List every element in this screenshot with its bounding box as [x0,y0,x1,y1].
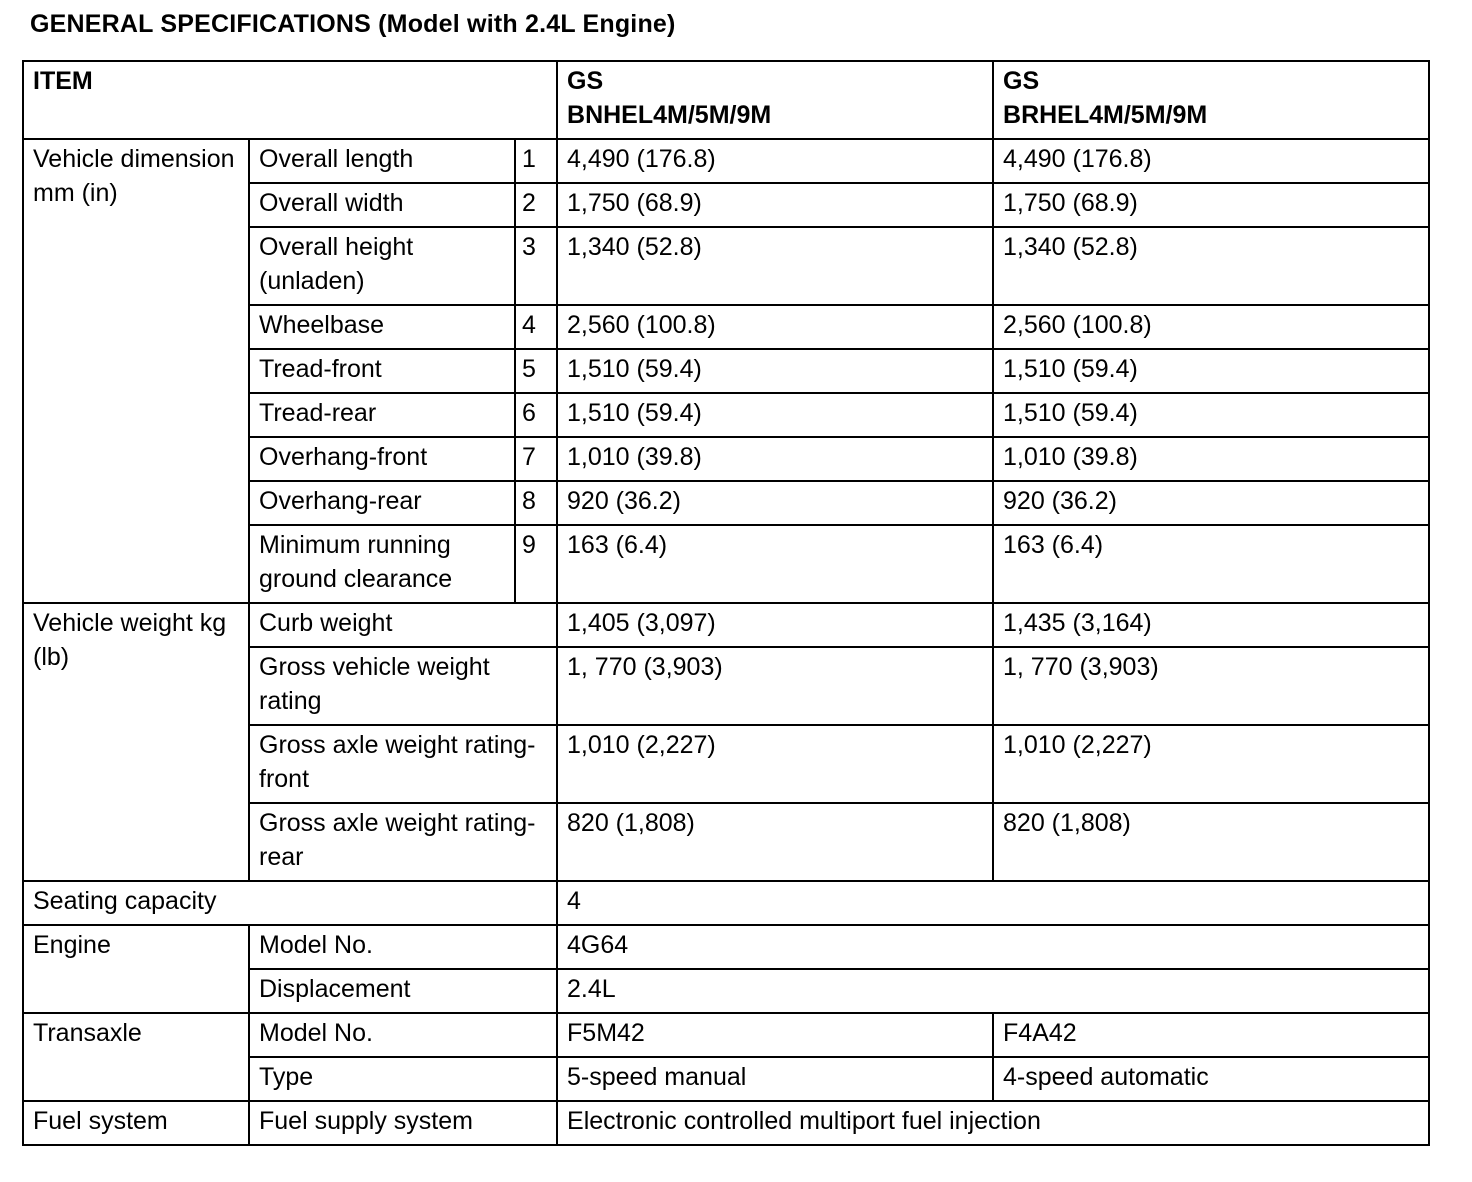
row-value-1: 1,010 (39.8) [557,437,993,481]
row-number: 7 [515,437,557,481]
row-value-1: 1,510 (59.4) [557,349,993,393]
row-value-1: 4,490 (176.8) [557,139,993,183]
row-value-2: 1, 770 (3,903) [993,647,1429,725]
header-model-1: GS BNHEL4M/5M/9M [557,61,993,139]
table-row [23,603,1429,647]
row-value-2: 163 (6.4) [993,525,1429,603]
table-row [23,881,1429,925]
group-vehicle-dimension: Vehicle dimension mm (in) [23,139,249,603]
row-value-1: F5M42 [557,1013,993,1057]
row-value-1: 1,340 (52.8) [557,227,993,305]
header-item: ITEM [23,61,557,139]
row-value-2: 1,510 (59.4) [993,393,1429,437]
row-number: 1 [515,139,557,183]
fuel-system-value: Electronic controlled multiport fuel injection [557,1101,1429,1145]
row-value-2: 2,560 (100.8) [993,305,1429,349]
row-label: Overall length [249,139,515,183]
row-value-2: 1,340 (52.8) [993,227,1429,305]
row-value-1: 1,010 (2,227) [557,725,993,803]
row-label: Model No. [249,925,557,969]
table-row [23,925,1429,969]
group-transaxle: Transaxle [23,1013,249,1101]
row-value-1: 1,750 (68.9) [557,183,993,227]
row-label: Fuel supply system [249,1101,557,1145]
row-label: Wheelbase [249,305,515,349]
table-row [23,139,1429,183]
page-title: GENERAL SPECIFICATIONS (Model with 2.4L Engine) [30,10,676,38]
row-label: Displacement [249,969,557,1013]
row-value-1: 1, 770 (3,903) [557,647,993,725]
row-value-2: 820 (1,808) [993,803,1429,881]
header-model-2: GS BRHEL4M/5M/9M [993,61,1429,139]
row-value-1: 1,510 (59.4) [557,393,993,437]
table-row [23,1101,1429,1145]
row-label: Gross axle weight rating-rear [249,803,557,881]
row-number: 8 [515,481,557,525]
row-label: Curb weight [249,603,557,647]
row-number: 9 [515,525,557,603]
row-label: Gross vehicle weight rating [249,647,557,725]
row-value-1: 5-speed manual [557,1057,993,1101]
row-label: Overhang-rear [249,481,515,525]
group-fuel-system: Fuel system [23,1101,249,1145]
row-value-2: 1,510 (59.4) [993,349,1429,393]
specifications-table [22,60,1430,1146]
row-value-2: F4A42 [993,1013,1429,1057]
seating-capacity-label: Seating capacity [23,881,557,925]
row-label: Overhang-front [249,437,515,481]
row-label: Minimum running ground clearance [249,525,515,603]
row-value-1: 2,560 (100.8) [557,305,993,349]
row-value-2: 4,490 (176.8) [993,139,1429,183]
row-label: Overall height (unladen) [249,227,515,305]
row-number: 5 [515,349,557,393]
row-label: Type [249,1057,557,1101]
row-label: Tread-rear [249,393,515,437]
row-value-1: 920 (36.2) [557,481,993,525]
row-label: Overall width [249,183,515,227]
row-value-1: 1,405 (3,097) [557,603,993,647]
header-row [23,61,1429,139]
row-label: Tread-front [249,349,515,393]
row-number: 6 [515,393,557,437]
row-value-2: 4-speed automatic [993,1057,1429,1101]
engine-displacement-value: 2.4L [557,969,1429,1013]
group-vehicle-weight: Vehicle weight kg (lb) [23,603,249,881]
row-label: Gross axle weight rating-front [249,725,557,803]
row-value-2: 1,750 (68.9) [993,183,1429,227]
engine-model-value: 4G64 [557,925,1429,969]
row-value-2: 920 (36.2) [993,481,1429,525]
row-number: 2 [515,183,557,227]
group-engine: Engine [23,925,249,1013]
row-number: 4 [515,305,557,349]
row-value-1: 820 (1,808) [557,803,993,881]
seating-capacity-value: 4 [557,881,1429,925]
row-value-2: 1,010 (2,227) [993,725,1429,803]
row-value-2: 1,010 (39.8) [993,437,1429,481]
row-value-2: 1,435 (3,164) [993,603,1429,647]
row-value-1: 163 (6.4) [557,525,993,603]
row-label: Model No. [249,1013,557,1057]
row-number: 3 [515,227,557,305]
table-row [23,1013,1429,1057]
